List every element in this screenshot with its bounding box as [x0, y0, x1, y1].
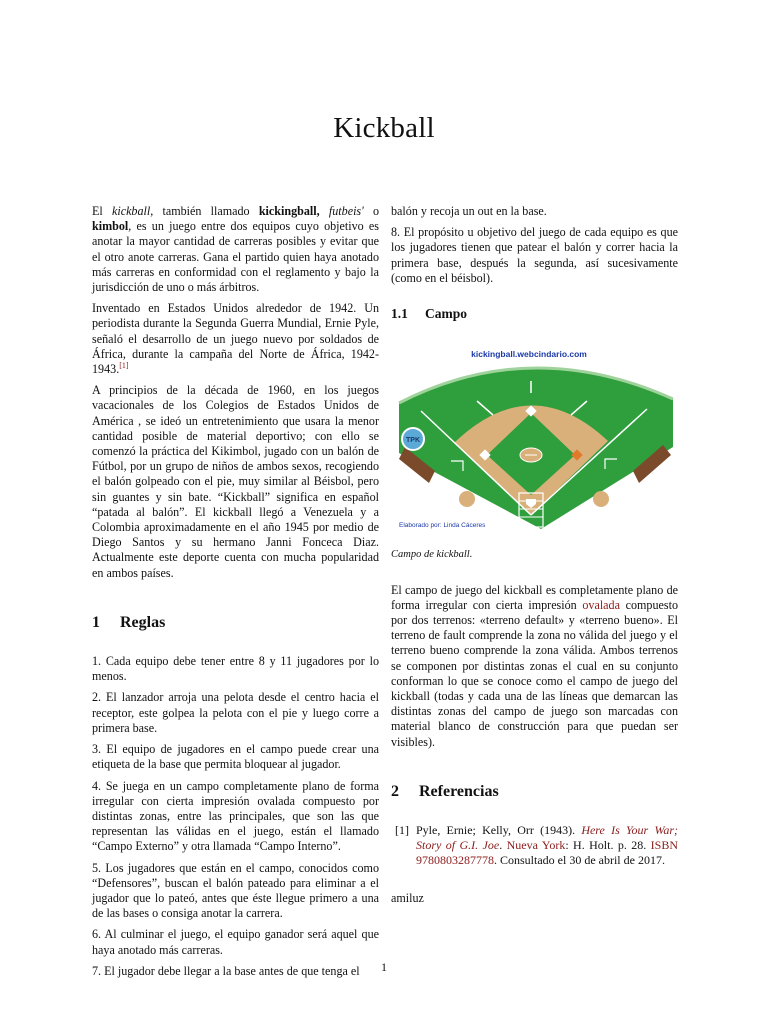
ref-authors: Pyle, Ernie; Kelly, Orr (1943).: [416, 823, 582, 838]
intro-term-kickingball: kickingball,: [258, 204, 320, 218]
reference-item: [391, 823, 678, 869]
rule-item: 3. El equipo de jugadores en el campo puede crear una etiqueta de la base que permita bloquear al jugador.: [92, 742, 379, 772]
ref-isbn-link[interactable]: 9780803287778: [416, 853, 494, 868]
ref-book-link[interactable]: Here Is Your War; Story of G.I. Joe: [416, 823, 678, 853]
right-column: [391, 204, 678, 906]
link-ovalada[interactable]: ovalada: [582, 597, 620, 612]
section-number: 1: [92, 613, 100, 631]
intro-term-futbeis: futbeis': [328, 204, 364, 218]
intro-term-kickball: kickball: [111, 204, 151, 218]
figure-url-label: kickingball.webcindario.com: [471, 349, 587, 360]
intro-paragraph: [92, 204, 379, 295]
page-number: 1: [381, 960, 387, 974]
ref-text: .: [499, 838, 507, 853]
left-column: [92, 204, 379, 985]
intro-term-kimbol: kimbol: [92, 219, 129, 234]
logo-label: TPK: [406, 437, 420, 445]
subsection-number: 1.1: [391, 306, 408, 322]
intro-text: El: [92, 204, 112, 218]
reference-label: [1]: [395, 823, 409, 838]
rule-item: 8. El propósito u objetivo del juego de cada equipo es que los jugadores tienen que patear el balón y correr hacia la primera base, después la segunda, así sucesivamente (como en el béisbol).: [391, 225, 678, 285]
rule-item: 1. Cada equipo debe tener entre 8 y 11 jugadores por lo menos.: [92, 654, 379, 684]
figure-caption: Campo de kickball.: [391, 549, 473, 561]
campo-text: compuesto por dos terrenos: «terreno default» y «terreno bueno». El terreno de fault comprende la zona no válida del juego y el terreno bueno comprende la zona válida. Ambos terrenos se componen por distintas zonas el cual en su conjunto conforman lo que se conoce como el campo de juego del kickball (todas y cada una de las líneas que demarcan las distintas zonas del campo de juego son marcadas con material blanco de construcción para que puedan ser visibles).: [391, 597, 678, 749]
reference-body: [416, 823, 678, 869]
campo-paragraph: [391, 583, 678, 750]
sixties-paragraph: A principios de la década de 1960, en los juegos vacacionales de los Colegios de Estados Unidos de América , se ideó un entretenimiento que usara la menor cantidad posible de material deportivo; con ello se comenzó la práctica del Kikimbol, jugado con un balón de Fútbol, por un grupo de niños de ambos sexos, recogiendo el balón golpeado con el pie, muy similar al Béisbol, pero sin guantes y sin bate. “Kickball” significa en español “patada al balón”. El kickball llegó a Venezuela y a Colombia aproximadamente en el año 1945 por medio de Diego Santos y su hermano Janni Fonceca Diaz. Actualmente este deporte cuenta con mucha popularidad en ambos países.: [92, 383, 379, 580]
intro-text: o: [363, 204, 379, 218]
section-heading-reglas: [92, 615, 379, 630]
ref-isbn-label-link[interactable]: ISBN: [650, 838, 678, 853]
history-text: Inventado en Estados Unidos alrededor de 1942. Un periodista durante la Segunda Guerra Mundial, Ernie Pyle, señaló el desarrollo de un juego nuevo por soldados de África, durante la campaña del Norte de África, 1942-1943.: [92, 301, 379, 377]
section-title: Referencias: [419, 782, 499, 800]
subsection-title: Campo: [425, 306, 468, 322]
rule-continuation: balón y recoja un out en la base.: [391, 204, 547, 218]
history-paragraph: [92, 301, 379, 377]
intro-text: [320, 204, 329, 218]
page-title: Kickball: [333, 112, 435, 144]
rule-item: 7. El jugador debe llegar a la base antes de que tenga el: [92, 963, 360, 978]
author-signature: amiluz: [391, 890, 424, 905]
subsection-heading-campo: [391, 306, 678, 321]
ref-accessed: . Consultado el 30 de abril de 2017.: [494, 853, 665, 868]
intro-text: , es un juego entre dos equipos cuyo objetivo es anotar la mayor cantidad de carreras posibles y evitar que el otro anote carreras. Gana el partido quien haya anotado más carreras en conformidad con el reglamento y bajo la jurisdicción de uno o más árbitros.: [92, 219, 379, 295]
rule-item: 6. Al culminar el juego, el equipo ganador será aquel que haya anotado más carreras.: [92, 927, 379, 957]
intro-text: , también llamado: [150, 204, 259, 218]
citation-link-1[interactable]: [1]: [119, 361, 129, 370]
section-heading-referencias: [391, 784, 678, 799]
section-number: 2: [391, 782, 399, 800]
rule-item: 2. El lanzador arroja una pelota desde el centro hacia el receptor, este golpea la pelota con el pie y luego corre a primera base.: [92, 690, 379, 735]
campo-text: El campo de juego del kickball es completamente plano de forma irregular con cierta impresión: [391, 582, 678, 612]
rule-item: 5. Los jugadores que están en el campo, conocidos como “Defensores”, buscan el balón pateado para eliminar a el jugador que lo pateó, antes que éste llegue primero a una de las bases o consiga anotar la carrera.: [92, 860, 379, 921]
ref-publisher: : H. Holt. p. 28.: [565, 838, 651, 853]
section-title: Reglas: [120, 613, 166, 631]
rule-item: 4. Se juega en un campo completamente plano de forma irregular con cierta impresión ovalada compuesto por distintas zonas, entre las principales, que son las que representan las válidas en el juego, están el llamado “Campo Externo” y otra llamada “Campo Interno”.: [92, 778, 379, 854]
baseball-field-figure: [391, 343, 678, 531]
figure-credit: Elaborado por: Linda Cáceres: [399, 522, 486, 530]
ref-place-link[interactable]: Nueva York: [506, 838, 566, 853]
